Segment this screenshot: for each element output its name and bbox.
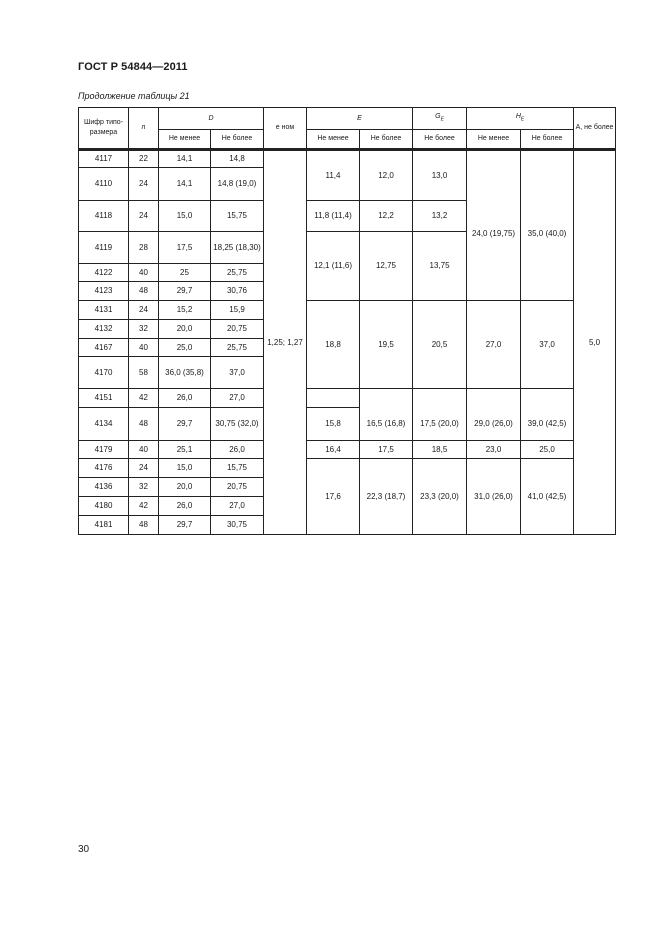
table-cell: 32 <box>129 320 159 339</box>
table-cell: 15,0 <box>159 201 211 232</box>
table-cell: 27,0 <box>467 301 521 389</box>
table-cell: 25,1 <box>159 441 211 459</box>
header-n: n <box>129 108 159 150</box>
table-cell: 4167 <box>79 339 129 357</box>
table-cell: 16,5 (16,8) <box>360 408 413 441</box>
header-code: Шифр типо-размера <box>79 108 129 150</box>
table-cell: 4123 <box>79 282 129 301</box>
table-cell: 26,0 <box>211 441 264 459</box>
table-cell: 25,75 <box>211 339 264 357</box>
table-cell: 37,0 <box>211 357 264 389</box>
table-cell <box>413 389 467 408</box>
table-cell: 12,2 <box>360 201 413 232</box>
table-cell: 42 <box>129 389 159 408</box>
table-cell: 4179 <box>79 441 129 459</box>
header-g-max: Не более <box>413 130 467 150</box>
table-cell: 14,1 <box>159 168 211 201</box>
table-cell: 23,3 (20,0) <box>413 459 467 535</box>
e-nom-value: 1,25; 1,27 <box>264 151 307 535</box>
table-cell: 4180 <box>79 497 129 516</box>
table-cell: 15,2 <box>159 301 211 320</box>
table-cell: 11,4 <box>307 151 360 201</box>
table-cell: 4181 <box>79 516 129 535</box>
table-cell: 30,75 <box>211 516 264 535</box>
table-cell: 15,75 <box>211 459 264 478</box>
table-cell: 11,8 (11,4) <box>307 201 360 232</box>
table-cell: 27,0 <box>211 497 264 516</box>
table-cell: 4132 <box>79 320 129 339</box>
table-row <box>79 408 616 441</box>
table-cell: 14,8 <box>211 151 264 168</box>
table-cell: 13,2 <box>413 201 467 232</box>
table-cell: 12,0 <box>360 151 413 201</box>
table-cell: 13,75 <box>413 232 467 301</box>
table-cell <box>307 389 360 408</box>
header-e: E <box>307 108 413 130</box>
table-cell: 24 <box>129 168 159 201</box>
table-cell: 22 <box>129 151 159 168</box>
header-h-max: Не более <box>521 130 574 150</box>
document-title: ГОСТ Р 54844—2011 <box>78 61 188 73</box>
table-cell: 40 <box>129 339 159 357</box>
header-h: $H_E$ <box>467 108 574 130</box>
table-cell: 25,0 <box>521 441 574 459</box>
table-cell: 20,0 <box>159 320 211 339</box>
table-cell: 17,5 <box>159 232 211 264</box>
table-cell: 29,7 <box>159 408 211 441</box>
table-caption: Продолжение таблицы 21 <box>78 91 190 101</box>
table-cell: 24,0 (19,75) <box>467 168 521 301</box>
table-cell: 4122 <box>79 264 129 282</box>
table-cell: 20,0 <box>159 478 211 497</box>
table-cell: 36,0 (35,8) <box>159 357 211 389</box>
table-cell: 29,7 <box>159 516 211 535</box>
table-cell: 25,0 <box>159 339 211 357</box>
table-cell: 15,9 <box>211 301 264 320</box>
table-cell <box>521 151 574 168</box>
table-cell: 37,0 <box>521 301 574 389</box>
table-cell: 39,0 (42,5) <box>521 408 574 441</box>
table-cell: 24 <box>129 301 159 320</box>
table-cell: 26,0 <box>159 389 211 408</box>
header-d-min: Не менее <box>159 130 211 150</box>
table-cell <box>521 389 574 408</box>
table-cell: 15,0 <box>159 459 211 478</box>
table-cell: 18,5 <box>413 441 467 459</box>
table-cell: 40 <box>129 264 159 282</box>
table-cell: 4151 <box>79 389 129 408</box>
table-cell <box>467 151 521 168</box>
table-cell: 23,0 <box>467 441 521 459</box>
table-row <box>79 151 616 168</box>
table-row <box>79 389 616 408</box>
table-cell: 24 <box>129 459 159 478</box>
table-cell: 4118 <box>79 201 129 232</box>
table-cell: 4176 <box>79 459 129 478</box>
table-row <box>79 441 616 459</box>
table-cell: 17,5 <box>360 441 413 459</box>
table-cell: 4136 <box>79 478 129 497</box>
table-cell: 30,75 (32,0) <box>211 408 264 441</box>
table-cell: 14,1 <box>159 151 211 168</box>
table-cell: 20,5 <box>413 301 467 389</box>
header-e-max: Не более <box>360 130 413 150</box>
table-cell: 42 <box>129 497 159 516</box>
table-cell: 48 <box>129 282 159 301</box>
table-cell: 12,75 <box>360 232 413 301</box>
table-cell: 24 <box>129 201 159 232</box>
table-cell: 15,75 <box>211 201 264 232</box>
table-cell: 4131 <box>79 301 129 320</box>
table-cell: 30,76 <box>211 282 264 301</box>
table-cell: 35,0 (40,0) <box>521 168 574 301</box>
table-cell: 32 <box>129 478 159 497</box>
table-cell: 4117 <box>79 151 129 168</box>
header-e-nom: e ном <box>264 108 307 150</box>
header-d-max: Не более <box>211 130 264 150</box>
table-cell: 17,6 <box>307 459 360 535</box>
header-g: $G_E$ <box>413 108 467 130</box>
table-cell: 20,75 <box>211 320 264 339</box>
table-cell: 31,0 (26,0) <box>467 459 521 535</box>
table-cell: 17,5 (20,0) <box>413 408 467 441</box>
table-cell: 4134 <box>79 408 129 441</box>
table-cell: 26,0 <box>159 497 211 516</box>
table-cell: 41,0 (42,5) <box>521 459 574 535</box>
parameters-table <box>78 107 616 535</box>
table-row <box>79 301 616 320</box>
table-cell: 4110 <box>79 168 129 201</box>
table-cell: 4170 <box>79 357 129 389</box>
a-value: 5,0 <box>574 151 616 535</box>
table-row <box>79 459 616 478</box>
table-cell <box>467 389 521 408</box>
header-h-min: Не менее <box>467 130 521 150</box>
table-cell: 29,7 <box>159 282 211 301</box>
table-cell: 16,4 <box>307 441 360 459</box>
table-cell: 40 <box>129 441 159 459</box>
table-cell <box>360 389 413 408</box>
table-cell: 48 <box>129 408 159 441</box>
table-cell: 18,8 <box>307 301 360 389</box>
table-cell: 4119 <box>79 232 129 264</box>
table-cell: 29,0 (26,0) <box>467 408 521 441</box>
table-cell: 13,0 <box>413 151 467 201</box>
table-cell: 18,25 (18,30) <box>211 232 264 264</box>
table-cell: 14,8 (19,0) <box>211 168 264 201</box>
table-cell: 19,5 <box>360 301 413 389</box>
table-cell: 25 <box>159 264 211 282</box>
table-cell: 28 <box>129 232 159 264</box>
page-number: 30 <box>78 844 90 855</box>
table-cell: 20,75 <box>211 478 264 497</box>
table-cell: 25,75 <box>211 264 264 282</box>
header-d: D <box>159 108 264 130</box>
table-cell: 48 <box>129 516 159 535</box>
header-e-min: Не менее <box>307 130 360 150</box>
table-cell: 12,1 (11,6) <box>307 232 360 301</box>
table-cell: 15,8 <box>307 408 360 441</box>
table-cell: 27,0 <box>211 389 264 408</box>
table-cell: 22,3 (18,7) <box>360 459 413 535</box>
table-cell: 58 <box>129 357 159 389</box>
header-a: A, не более <box>574 108 616 150</box>
